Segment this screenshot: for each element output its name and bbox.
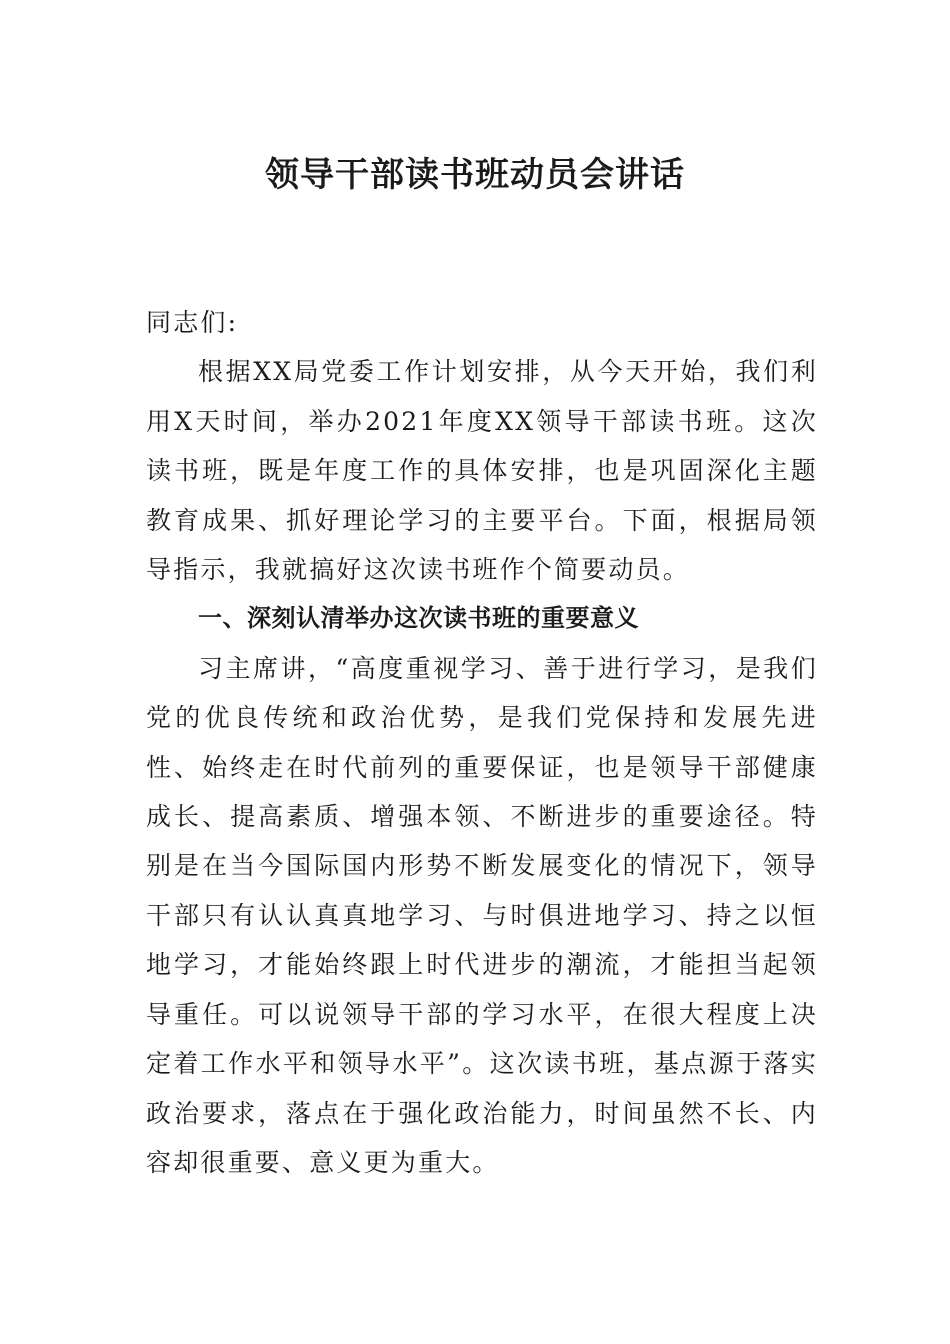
document-body — [146, 298, 818, 1187]
greeting: 同志们: — [146, 308, 239, 337]
section-heading-1: 一、深刻认清举办这次读书班的重要意义 — [198, 604, 639, 633]
paragraph-intro: 根据XX局党委工作计划安排，从今天开始，我们利用X天时间，举办2021年度XX领导干部读书班。这次读书班，既是年度工作的具体安排，也是巩固深化主题教育成果、抓好理论学习的主要平台。下面，根据局领导指示，我就搞好这次读书班作个简要动员。 — [146, 357, 818, 585]
document-title: 领导干部读书班动员会讲话 — [265, 155, 685, 195]
paragraph-section-1: 习主席讲，“高度重视学习、善于进行学习，是我们党的优良传统和政治优势，是我们党保持和发展先进性、始终走在时代前列的重要保证，也是领导干部健康成长、提高素质、增强本领、不断进步的重要途径。特别是在当今国际国内形势不断发展变化的情况下，领导干部只有认认真真地学习、与时俱进地学习、持之以恒地学习，才能始终跟上时代进步的潮流，才能担当起领导重任。可以说领导干部的学习水平，在很大程度上决定着工作水平和领导水平”。这次读书班，基点源于落实政治要求，落点在于强化政治能力，时间虽然不长、内容却很重要、意义更为重大。 — [146, 653, 818, 1177]
